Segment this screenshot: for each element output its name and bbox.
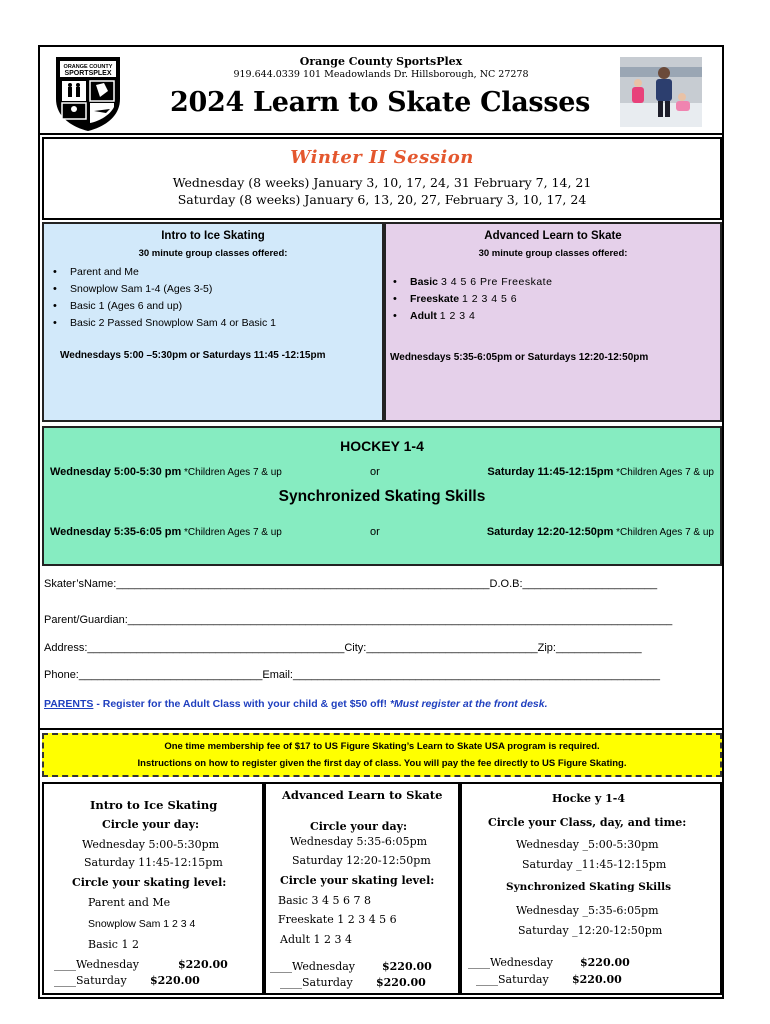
sync-sat-option[interactable]: Saturday _12:20-12:50pm (518, 924, 663, 937)
intro-list (50, 266, 276, 334)
sync-sat-time: Saturday 12:20-12:50pm (486, 526, 614, 538)
advanced-subtitle: 30 minute group classes offered: (478, 248, 628, 259)
page-title: 2024 Learn to Skate Classes (169, 87, 590, 118)
hockey-signup-box (460, 782, 722, 995)
sync-left (50, 526, 282, 538)
level-name: Basic (410, 276, 439, 288)
advanced-list (390, 276, 552, 327)
intro-sat-option[interactable]: Saturday 11:45-12:15pm (84, 856, 223, 869)
advanced-circle-day: Circle your day: (310, 820, 408, 833)
level-name: Freeskate (410, 293, 460, 305)
intro-level-snowplow[interactable]: Snowplow Sam 1 2 3 4 (88, 918, 196, 930)
list-item: • Basic 1 (Ages 6 and up) (50, 300, 276, 317)
phone-email-field[interactable]: Phone:______________________________Email:____________________________________________________________ (44, 669, 661, 681)
intro-level-basic[interactable]: Basic 1 2 (88, 938, 139, 951)
advanced-level-adult[interactable]: Adult 1 2 3 4 (280, 933, 352, 946)
advanced-sat-option[interactable]: Saturday 12:20-12:50pm (292, 854, 431, 867)
hockey-wed-option[interactable]: Wednesday _5:00-5:30pm (516, 838, 659, 851)
address-field[interactable]: Address:__________________________________________City:____________________________Zip:______________ (44, 642, 642, 654)
advanced-wed-price: $220.00 (382, 960, 432, 973)
sync-sat-ages: *Children Ages 7 & up (613, 527, 714, 538)
intro-times: Wednesdays 5:00 –5:30pm or Saturdays 11:45 -12:15pm (60, 350, 326, 361)
intro-signup-title: Intro to Ice Skating (90, 798, 218, 812)
header (40, 47, 722, 135)
intro-signup-box (42, 782, 264, 995)
sync-wed-time: Wednesday 5:35-6:05 pm (50, 526, 182, 538)
skater-name-field[interactable]: Skater’sName:_____________________________________________________________D.O.B:______________________ (44, 578, 658, 590)
intro-wed-option[interactable]: Wednesday 5:00-5:30pm (82, 838, 220, 851)
intro-title: Intro to Ice Skating (161, 230, 265, 242)
list-item: • Parent and Me (50, 266, 276, 283)
sync-wed-option[interactable]: Wednesday _5:35-6:05pm (516, 904, 659, 917)
hockey-wed-ages: *Children Ages 7 & up (181, 467, 282, 478)
divider (40, 728, 722, 730)
intro-sat-price: $220.00 (150, 974, 200, 987)
intro-class-box (42, 222, 384, 422)
list-item: • Basic 2 Passed Snowplow Sam 4 or Basic 1 (50, 317, 276, 334)
advanced-sat-price: $220.00 (376, 976, 426, 989)
advanced-signup-title: Advanced Learn to Skate (282, 788, 443, 802)
hockey-signup-title: Hocke y 1-4 (552, 792, 625, 805)
advanced-class-box (384, 222, 722, 422)
hockey-wed-price: $220.00 (580, 956, 630, 969)
list-item: • Snowplow Sam 1-4 (Ages 3-5) (50, 283, 276, 300)
session-title: Winter II Session (290, 147, 474, 168)
list-item (390, 293, 552, 310)
org-contact: 919.644.0339 101 Meadowlands Dr. Hillsborough, NC 27278 (233, 69, 529, 80)
sync-or: or (370, 526, 380, 538)
sync-wed-ages: *Children Ages 7 & up (181, 527, 282, 538)
session-saturday-dates: Saturday (8 weeks) January 6, 13, 20, 27, February 3, 10, 17, 24 (177, 192, 587, 207)
hockey-wed-time: Wednesday 5:00-5:30 pm (50, 466, 182, 478)
advanced-level-freeskate[interactable]: Freeskate 1 2 3 4 5 6 (278, 913, 397, 926)
level-values: 1 2 3 4 (439, 310, 476, 322)
parents-link[interactable]: PARENTS (44, 698, 94, 710)
hockey-or: or (370, 466, 380, 478)
hockey-sync-box (42, 426, 722, 566)
list-item (390, 276, 552, 293)
intro-wed-line[interactable]: ____Wednesday (54, 958, 140, 971)
intro-circle-level: Circle your skating level: (72, 876, 227, 889)
advanced-sat-line[interactable]: ____Saturday (280, 976, 353, 989)
org-name: Orange County SportsPlex (299, 55, 463, 68)
hockey-sat-time: Saturday 11:45-12:15pm (487, 466, 614, 478)
session-wednesday-dates: Wednesday (8 weeks) January 3, 10, 17, 24, 31 February 7, 14, 21 (172, 175, 592, 190)
advanced-wed-option[interactable]: Wednesday 5:35-6:05pm (290, 835, 428, 848)
level-values: 3 4 5 6 Pre Freeskate (440, 276, 553, 288)
level-values: 1 2 3 4 5 6 (461, 293, 518, 305)
skaters-photo (620, 57, 702, 127)
session-box (42, 137, 722, 220)
hockey-right (487, 466, 714, 478)
intro-level-parent[interactable]: Parent and Me (88, 896, 171, 909)
hockey-sat-line[interactable]: ____Saturday (476, 973, 549, 986)
parent-guardian-field[interactable]: Parent/Guardian:_________________________________________________________________________________________ (44, 614, 673, 626)
advanced-title: Advanced Learn to Skate (484, 230, 622, 242)
parents-text: - Register for the Adult Class with your child & get $50 off! (93, 698, 390, 710)
hockey-title: HOCKEY 1-4 (340, 438, 424, 454)
advanced-times: Wednesdays 5:35-6:05pm or Saturdays 12:20-12:50pm (390, 352, 649, 363)
hockey-sat-option[interactable]: Saturday _11:45-12:15pm (522, 858, 667, 871)
sync-signup-title: Synchronized Skating Skills (506, 881, 672, 893)
membership-notice (42, 733, 722, 777)
list-item (390, 310, 552, 327)
hockey-sat-price: $220.00 (572, 973, 622, 986)
logo-text-top: ORANGE COUNTY (63, 64, 113, 70)
intro-wed-price: $220.00 (178, 958, 228, 971)
hockey-left (50, 466, 282, 478)
intro-subtitle: 30 minute group classes offered: (138, 248, 288, 259)
advanced-signup-box (264, 782, 460, 995)
intro-sat-line[interactable]: ____Saturday (54, 974, 127, 987)
level-name: Adult (410, 310, 437, 322)
advanced-circle-level: Circle your skating level: (280, 874, 435, 887)
sync-title: Synchronized Skating Skills (278, 488, 486, 505)
parents-note (44, 698, 548, 710)
front-desk-note: *Must register at the front desk. (389, 698, 548, 710)
advanced-level-basic[interactable]: Basic 3 4 5 6 7 8 (278, 894, 371, 907)
hockey-sat-ages: *Children Ages 7 & up (613, 467, 714, 478)
logo-text-bottom: SPORTSPLEX (64, 70, 112, 77)
intro-circle-day: Circle your day: (102, 818, 200, 831)
hockey-wed-line[interactable]: ____Wednesday (468, 956, 554, 969)
advanced-wed-line[interactable]: ____Wednesday (270, 960, 356, 973)
sync-right (487, 526, 714, 538)
membership-fee-text: One time membership fee of $17 to US Figure Skating’s Learn to Skate USA program is required. (164, 741, 600, 752)
hockey-circle: Circle your Class, day, and time: (488, 816, 687, 829)
membership-instructions: Instructions on how to register given the first day of class. You will pay the fee directly to US Figure Skating. (137, 758, 627, 769)
